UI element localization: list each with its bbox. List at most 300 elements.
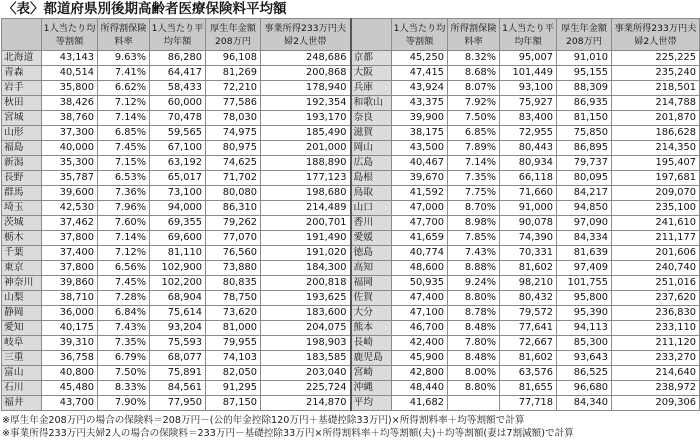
- rate-cell: 7.80%: [448, 336, 500, 351]
- pension-cell: 95,390: [557, 306, 612, 321]
- header-pref: [351, 19, 392, 51]
- rate-cell: 7.35%: [448, 171, 500, 186]
- equal-cell: 43,924: [392, 81, 448, 96]
- pref-cell: 静岡: [2, 306, 42, 321]
- pref-cell: 長崎: [351, 336, 392, 351]
- avg-cell: 73,100: [150, 186, 206, 201]
- business-cell: 200,701: [261, 216, 351, 231]
- equal-cell: 47,415: [392, 66, 448, 81]
- pension-cell: 80,975: [206, 141, 261, 156]
- equal-cell: 46,700: [392, 321, 448, 336]
- rate-cell: 8.48%: [448, 351, 500, 366]
- avg-cell: 71,660: [500, 186, 557, 201]
- avg-cell: 81,110: [150, 246, 206, 261]
- business-cell: 218,501: [612, 81, 700, 96]
- business-cell: 198,903: [261, 336, 351, 351]
- rate-cell: 9.63%: [98, 51, 150, 66]
- table-row: [2, 51, 700, 66]
- avg-cell: 93,204: [150, 321, 206, 336]
- business-cell: 178,940: [261, 81, 351, 96]
- pref-cell: 兵庫: [351, 81, 392, 96]
- rate-cell: 7.75%: [448, 186, 500, 201]
- rate-cell: 9.24%: [448, 276, 500, 291]
- equal-cell: 45,900: [392, 351, 448, 366]
- avg-cell: 75,927: [500, 96, 557, 111]
- avg-cell: 80,934: [500, 156, 557, 171]
- business-cell: 214,350: [612, 141, 700, 156]
- avg-cell: 77,950: [150, 396, 206, 411]
- equal-cell: 41,659: [392, 231, 448, 246]
- pref-cell: 高知: [351, 261, 392, 276]
- table-row: [2, 111, 700, 126]
- rate-cell: 7.43%: [98, 321, 150, 336]
- equal-cell: 42,530: [42, 201, 98, 216]
- business-cell: 236,830: [612, 306, 700, 321]
- rate-cell: 7.85%: [448, 231, 500, 246]
- pension-cell: 96,680: [557, 381, 612, 396]
- table-row: [2, 336, 700, 351]
- pref-cell: 和歌山: [351, 96, 392, 111]
- rate-cell: 7.12%: [98, 96, 150, 111]
- pref-cell: 東京: [2, 261, 42, 276]
- pref-cell: 佐賀: [351, 291, 392, 306]
- rate-cell: 8.68%: [448, 66, 500, 81]
- header-business: 事業所得233万円夫婦2人世帯: [261, 19, 351, 51]
- pension-cell: 96,108: [206, 51, 261, 66]
- pref-cell: 青森: [2, 66, 42, 81]
- table-row: [2, 306, 700, 321]
- equal-cell: 39,900: [392, 111, 448, 126]
- pension-cell: 74,975: [206, 126, 261, 141]
- equal-cell: 40,800: [42, 366, 98, 381]
- pref-cell: 石川: [2, 381, 42, 396]
- rate-cell: 6.62%: [98, 81, 150, 96]
- business-cell: 197,681: [612, 171, 700, 186]
- avg-cell: 59,565: [150, 126, 206, 141]
- pension-cell: 74,625: [206, 156, 261, 171]
- equal-cell: 40,514: [42, 66, 98, 81]
- rate-cell: 6.84%: [98, 306, 150, 321]
- pref-cell: 沖縄: [351, 381, 392, 396]
- table-row: [2, 291, 700, 306]
- avg-cell: 69,355: [150, 216, 206, 231]
- avg-cell: 74,390: [500, 231, 557, 246]
- avg-cell: 65,017: [150, 171, 206, 186]
- table-row: [2, 201, 700, 216]
- rate-cell: 6.79%: [98, 351, 150, 366]
- pref-cell: 平均: [351, 396, 392, 411]
- rate-cell: 7.41%: [98, 66, 150, 81]
- rate-cell: 7.92%: [448, 96, 500, 111]
- avg-cell: 66,118: [500, 171, 557, 186]
- equal-cell: 40,000: [42, 141, 98, 156]
- equal-cell: 42,800: [392, 366, 448, 381]
- equal-cell: 35,787: [42, 171, 98, 186]
- rate-cell: 7.96%: [98, 201, 150, 216]
- equal-cell: 47,400: [392, 291, 448, 306]
- rate-cell: 8.78%: [448, 306, 500, 321]
- equal-cell: 39,310: [42, 336, 98, 351]
- pension-cell: 86,310: [206, 201, 261, 216]
- pref-cell: 熊本: [351, 321, 392, 336]
- pref-cell: 茨城: [2, 216, 42, 231]
- avg-cell: 80,432: [500, 291, 557, 306]
- rate-cell: 7.12%: [98, 246, 150, 261]
- rate-cell: 8.33%: [98, 381, 150, 396]
- pref-cell: 北海道: [2, 51, 42, 66]
- business-cell: 183,600: [261, 306, 351, 321]
- page-title: 〈表〉都道府県別後期高齢者医療保険料平均額: [3, 1, 287, 17]
- equal-cell: 39,600: [42, 186, 98, 201]
- avg-cell: 68,077: [150, 351, 206, 366]
- business-cell: 195,407: [612, 156, 700, 171]
- pension-cell: 97,409: [557, 261, 612, 276]
- avg-cell: 81,602: [500, 351, 557, 366]
- rate-cell: 8.07%: [448, 81, 500, 96]
- equal-cell: 42,400: [392, 336, 448, 351]
- pension-cell: 91,295: [206, 381, 261, 396]
- avg-cell: 90,078: [500, 216, 557, 231]
- rate-cell: [448, 396, 500, 411]
- pref-cell: 広島: [351, 156, 392, 171]
- premium-table: [1, 18, 700, 411]
- header-business: 事業所得233万円夫婦2人世帯: [612, 19, 700, 51]
- table-row: [2, 186, 700, 201]
- pension-cell: 82,050: [206, 366, 261, 381]
- equal-cell: 36,000: [42, 306, 98, 321]
- rate-cell: 7.90%: [98, 396, 150, 411]
- business-cell: 191,490: [261, 231, 351, 246]
- equal-cell: 43,500: [392, 141, 448, 156]
- equal-cell: 37,462: [42, 216, 98, 231]
- rate-cell: 7.45%: [98, 276, 150, 291]
- equal-cell: 50,935: [392, 276, 448, 291]
- table-row: [2, 231, 700, 246]
- business-cell: 201,870: [612, 111, 700, 126]
- equal-cell: 39,860: [42, 276, 98, 291]
- rate-cell: 7.45%: [98, 141, 150, 156]
- pension-cell: 84,340: [557, 396, 612, 411]
- table-row: [2, 276, 700, 291]
- table-row: [2, 126, 700, 141]
- business-cell: 193,170: [261, 111, 351, 126]
- footnote: ※事業所得233万円夫婦2人の場合の保険料＝233万円－基礎控除33万円×所得割料率＋均等割額(夫)＋均等割額(妻は7割減額)で計算: [2, 428, 574, 439]
- business-cell: 214,788: [612, 96, 700, 111]
- equal-cell: 37,400: [42, 246, 98, 261]
- rate-cell: 7.43%: [448, 246, 500, 261]
- avg-cell: 94,000: [150, 201, 206, 216]
- pref-cell: 埼玉: [2, 201, 42, 216]
- avg-cell: 95,007: [500, 51, 557, 66]
- pref-cell: 長野: [2, 171, 42, 186]
- equal-cell: 47,100: [392, 306, 448, 321]
- pension-cell: 74,103: [206, 351, 261, 366]
- business-cell: 209,306: [612, 396, 700, 411]
- avg-cell: 75,614: [150, 306, 206, 321]
- table-row: [2, 396, 700, 411]
- pension-cell: 87,150: [206, 396, 261, 411]
- header-equal: 1人当たり均等割額: [42, 19, 98, 51]
- business-cell: 214,489: [261, 201, 351, 216]
- equal-cell: 36,758: [42, 351, 98, 366]
- rate-cell: 8.32%: [448, 51, 500, 66]
- avg-cell: 102,200: [150, 276, 206, 291]
- rate-cell: 8.80%: [448, 291, 500, 306]
- avg-cell: 101,449: [500, 66, 557, 81]
- business-cell: 183,585: [261, 351, 351, 366]
- avg-cell: 77,641: [500, 321, 557, 336]
- avg-cell: 63,576: [500, 366, 557, 381]
- avg-cell: 64,417: [150, 66, 206, 81]
- business-cell: 248,686: [261, 51, 351, 66]
- pref-cell: 鳥取: [351, 186, 392, 201]
- header-pref: [2, 19, 42, 51]
- rate-cell: 7.28%: [98, 291, 150, 306]
- equal-cell: 38,175: [392, 126, 448, 141]
- rate-cell: 7.60%: [98, 216, 150, 231]
- table-row: [2, 366, 700, 381]
- header-avg: 1人当たり平均年額: [500, 19, 557, 51]
- pref-cell: 大阪: [351, 66, 392, 81]
- pref-cell: 神奈川: [2, 276, 42, 291]
- equal-cell: 37,800: [42, 231, 98, 246]
- business-cell: 200,818: [261, 276, 351, 291]
- footnotes: [1, 414, 699, 440]
- avg-cell: 102,900: [150, 261, 206, 276]
- avg-cell: 72,955: [500, 126, 557, 141]
- pref-cell: 奈良: [351, 111, 392, 126]
- business-cell: 211,177: [612, 231, 700, 246]
- rate-cell: 7.89%: [448, 141, 500, 156]
- pension-cell: 84,217: [557, 186, 612, 201]
- avg-cell: 67,100: [150, 141, 206, 156]
- rate-cell: 6.85%: [448, 126, 500, 141]
- pref-cell: 秋田: [2, 96, 42, 111]
- table-row: [2, 351, 700, 366]
- pension-cell: 77,586: [206, 96, 261, 111]
- pension-cell: 79,737: [557, 156, 612, 171]
- equal-cell: 35,800: [42, 81, 98, 96]
- pension-cell: 77,070: [206, 231, 261, 246]
- business-cell: 203,040: [261, 366, 351, 381]
- header-pension: 厚生年金額208万円: [206, 19, 261, 51]
- business-cell: 214,640: [612, 366, 700, 381]
- pref-cell: 島根: [351, 171, 392, 186]
- table-row: [2, 321, 700, 336]
- avg-cell: 80,443: [500, 141, 557, 156]
- equal-cell: 38,760: [42, 111, 98, 126]
- table-row: [2, 81, 700, 96]
- pref-cell: 山口: [351, 201, 392, 216]
- avg-cell: 77,718: [500, 396, 557, 411]
- rate-cell: 7.14%: [98, 231, 150, 246]
- pension-cell: 97,090: [557, 216, 612, 231]
- business-cell: 201,000: [261, 141, 351, 156]
- table-row: [2, 246, 700, 261]
- pension-cell: 79,955: [206, 336, 261, 351]
- business-cell: 233,270: [612, 351, 700, 366]
- rate-cell: 7.35%: [98, 336, 150, 351]
- business-cell: 184,300: [261, 261, 351, 276]
- pref-cell: 大分: [351, 306, 392, 321]
- business-cell: 240,740: [612, 261, 700, 276]
- business-cell: 233,110: [612, 321, 700, 336]
- pref-cell: 福島: [2, 141, 42, 156]
- business-cell: 204,075: [261, 321, 351, 336]
- avg-cell: 91,000: [500, 201, 557, 216]
- rate-cell: 6.53%: [98, 171, 150, 186]
- equal-cell: 38,710: [42, 291, 98, 306]
- equal-cell: 41,592: [392, 186, 448, 201]
- rate-cell: 7.14%: [98, 111, 150, 126]
- pension-cell: 80,095: [557, 171, 612, 186]
- pref-cell: 愛媛: [351, 231, 392, 246]
- pension-cell: 81,269: [206, 66, 261, 81]
- pension-cell: 86,525: [557, 366, 612, 381]
- business-cell: 241,610: [612, 216, 700, 231]
- table-row: [2, 66, 700, 81]
- pension-cell: 80,080: [206, 186, 261, 201]
- business-cell: 251,016: [612, 276, 700, 291]
- business-cell: 188,890: [261, 156, 351, 171]
- equal-cell: 45,480: [42, 381, 98, 396]
- pref-cell: 愛知: [2, 321, 42, 336]
- pref-cell: 富山: [2, 366, 42, 381]
- pref-cell: 滋賀: [351, 126, 392, 141]
- rate-cell: 8.88%: [448, 261, 500, 276]
- avg-cell: 75,593: [150, 336, 206, 351]
- pref-cell: 鹿児島: [351, 351, 392, 366]
- pension-cell: 91,010: [557, 51, 612, 66]
- pension-cell: 86,935: [557, 96, 612, 111]
- business-cell: 193,625: [261, 291, 351, 306]
- business-cell: 209,070: [612, 186, 700, 201]
- business-cell: 214,870: [261, 396, 351, 411]
- equal-cell: 40,774: [392, 246, 448, 261]
- business-cell: 200,868: [261, 66, 351, 81]
- pref-cell: 岡山: [351, 141, 392, 156]
- pref-cell: 京都: [351, 51, 392, 66]
- avg-cell: 69,600: [150, 231, 206, 246]
- avg-cell: 84,561: [150, 381, 206, 396]
- pref-cell: 三重: [2, 351, 42, 366]
- equal-cell: 43,143: [42, 51, 98, 66]
- avg-cell: 81,655: [500, 381, 557, 396]
- equal-cell: 41,682: [392, 396, 448, 411]
- pension-cell: 75,850: [557, 126, 612, 141]
- avg-cell: 70,478: [150, 111, 206, 126]
- footnote: ※厚生年金208万円の場合の保険料＝208万円－(公的年金控除120万円＋基礎控除33万円)×所得割料率＋均等割額で計算: [2, 415, 525, 426]
- pref-cell: 群馬: [2, 186, 42, 201]
- pref-cell: 福岡: [351, 276, 392, 291]
- avg-cell: 75,891: [150, 366, 206, 381]
- business-cell: 192,354: [261, 96, 351, 111]
- table-row: [2, 141, 700, 156]
- avg-cell: 58,433: [150, 81, 206, 96]
- rate-cell: 7.36%: [98, 186, 150, 201]
- equal-cell: 40,467: [392, 156, 448, 171]
- pension-cell: 85,300: [557, 336, 612, 351]
- business-cell: 235,240: [612, 66, 700, 81]
- business-cell: 185,490: [261, 126, 351, 141]
- pension-cell: 88,309: [557, 81, 612, 96]
- equal-cell: 43,700: [42, 396, 98, 411]
- pension-cell: 86,895: [557, 141, 612, 156]
- pension-cell: 79,262: [206, 216, 261, 231]
- pref-cell: 新潟: [2, 156, 42, 171]
- rate-cell: 6.85%: [98, 126, 150, 141]
- rate-cell: 8.48%: [448, 321, 500, 336]
- pref-cell: 岐阜: [2, 336, 42, 351]
- business-cell: 198,680: [261, 186, 351, 201]
- avg-cell: 98,210: [500, 276, 557, 291]
- rate-cell: 7.50%: [98, 366, 150, 381]
- pref-cell: 宮城: [2, 111, 42, 126]
- equal-cell: 39,670: [392, 171, 448, 186]
- rate-cell: 7.14%: [448, 156, 500, 171]
- avg-cell: 93,100: [500, 81, 557, 96]
- avg-cell: 81,602: [500, 261, 557, 276]
- pension-cell: 101,755: [557, 276, 612, 291]
- pref-cell: 山梨: [2, 291, 42, 306]
- business-cell: 191,020: [261, 246, 351, 261]
- pension-cell: 93,643: [557, 351, 612, 366]
- pension-cell: 95,800: [557, 291, 612, 306]
- equal-cell: 35,300: [42, 156, 98, 171]
- pref-cell: 香川: [351, 216, 392, 231]
- equal-cell: 45,250: [392, 51, 448, 66]
- pension-cell: 80,835: [206, 276, 261, 291]
- pref-cell: 栃木: [2, 231, 42, 246]
- equal-cell: 47,000: [392, 201, 448, 216]
- pension-cell: 81,150: [557, 111, 612, 126]
- table-row: [2, 156, 700, 171]
- avg-cell: 63,192: [150, 156, 206, 171]
- rate-cell: 7.50%: [448, 111, 500, 126]
- pension-cell: 95,155: [557, 66, 612, 81]
- rate-cell: 6.56%: [98, 261, 150, 276]
- business-cell: 235,100: [612, 201, 700, 216]
- header-equal: 1人当たり均等割額: [392, 19, 448, 51]
- business-cell: 177,123: [261, 171, 351, 186]
- pension-cell: 78,750: [206, 291, 261, 306]
- table-row: [2, 261, 700, 276]
- table-row: [2, 171, 700, 186]
- rate-cell: 7.15%: [98, 156, 150, 171]
- header-avg: 1人当たり平均年額: [150, 19, 206, 51]
- pension-cell: 73,880: [206, 261, 261, 276]
- pension-cell: 94,850: [557, 201, 612, 216]
- equal-cell: 40,175: [42, 321, 98, 336]
- pension-cell: 76,560: [206, 246, 261, 261]
- pref-cell: 山形: [2, 126, 42, 141]
- equal-cell: 37,800: [42, 261, 98, 276]
- equal-cell: 48,440: [392, 381, 448, 396]
- business-cell: 186,628: [612, 126, 700, 141]
- table-row: [2, 216, 700, 231]
- pension-cell: 81,000: [206, 321, 261, 336]
- pref-cell: 千葉: [2, 246, 42, 261]
- header-rate: 所得割保険料率: [98, 19, 150, 51]
- business-cell: 225,225: [612, 51, 700, 66]
- business-cell: 238,972: [612, 381, 700, 396]
- business-cell: 225,724: [261, 381, 351, 396]
- equal-cell: 43,375: [392, 96, 448, 111]
- avg-cell: 68,904: [150, 291, 206, 306]
- rate-cell: 8.00%: [448, 366, 500, 381]
- header-pension: 厚生年金額208万円: [557, 19, 612, 51]
- pension-cell: 78,030: [206, 111, 261, 126]
